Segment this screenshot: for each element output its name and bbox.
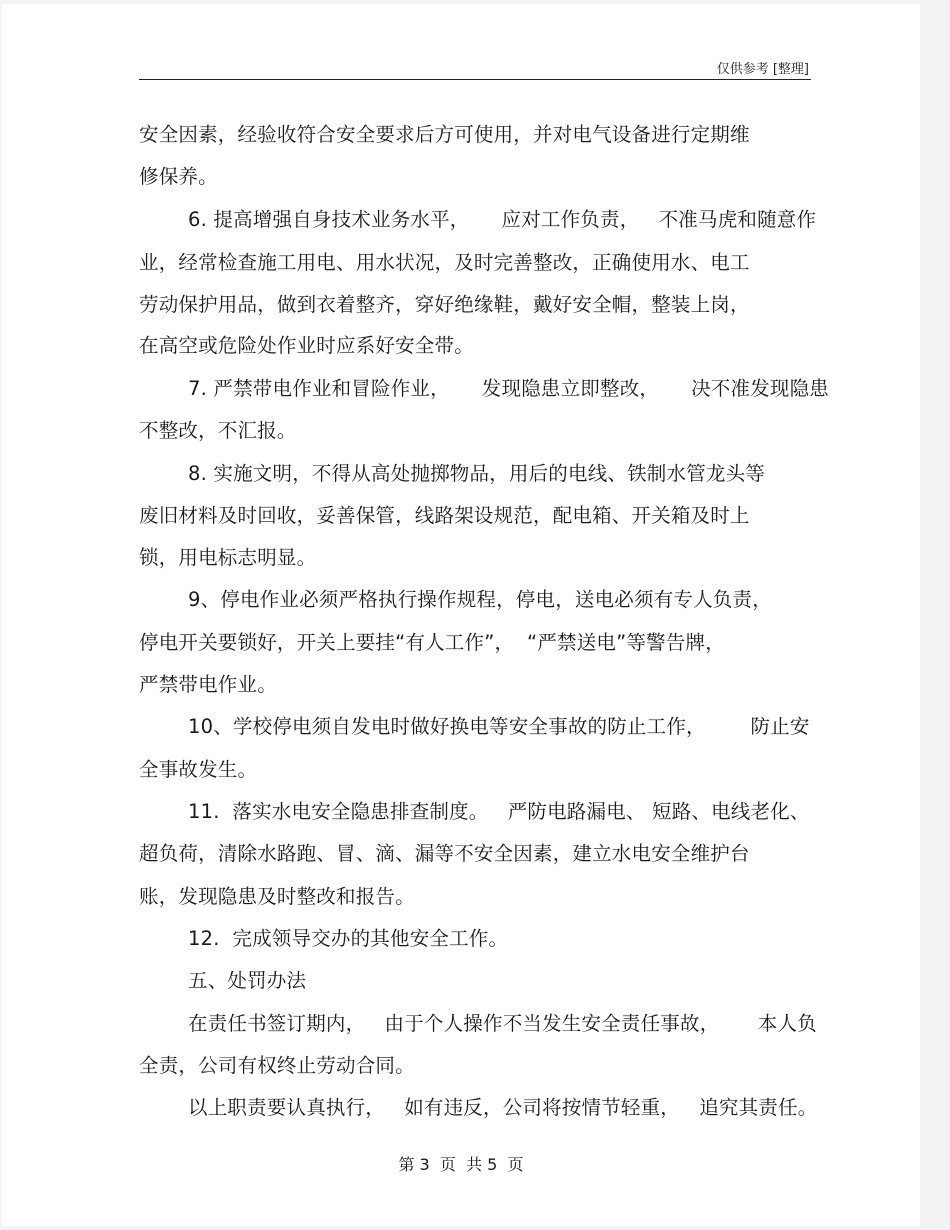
text-line: 全责，公司有权终止劳动合同。	[139, 1054, 415, 1077]
page-number-footer: 第 3 页 共 5 页	[398, 1155, 524, 1174]
header-label: 仅供参考 [整理]	[716, 62, 809, 77]
text-line: 9、停电作业必须严格执行操作规程，停电，送电必须有专人负责，	[188, 588, 772, 611]
text-line: 12. 完成领导交办的其他安全工作。	[188, 927, 509, 950]
text-line: 账，发现隐患及时整改和报告。	[139, 885, 415, 908]
text-line: 全事故发生。	[139, 758, 258, 781]
text-line: 修保养。	[139, 165, 218, 188]
section-heading: 五、处罚办法	[188, 969, 307, 992]
text-line: 安全因素，经验收符合安全要求后方可使用，并对电气设备进行定期维	[139, 123, 750, 146]
text-line: 锁，用电标志明显。	[139, 546, 317, 569]
text-line: 在责任书签订期内， 由于个人操作不当发生安全责任事故， 本人负	[188, 1012, 817, 1035]
text-line: 超负荷，清除水路跑、冒、滴、漏等不安全因素，建立水电安全维护台	[139, 842, 750, 865]
text-line: 废旧材料及时回收，妥善保管，线路架设规范，配电箱、开关箱及时上	[139, 504, 750, 527]
text-line: 业，经常检查施工用电、用水状况，及时完善整改，正确使用水、电工	[139, 251, 750, 274]
text-line: 在高空或危险处作业时应系好安全带。	[139, 334, 474, 357]
document-page	[2, 4, 920, 1226]
header-divider	[139, 79, 811, 80]
text-line: 严禁带电作业。	[139, 673, 277, 696]
text-line: 6. 提高增强自身技术业务水平， 应对工作负责， 不准马虎和随意作	[188, 208, 817, 231]
text-line: 以上职责要认真执行， 如有违反，公司将按情节轻重， 追究其责任。	[188, 1096, 818, 1119]
text-line: 10、学校停电须自发电时做好换电等安全事故的防止工作， 防止安	[188, 715, 810, 738]
text-line: 劳动保护用品，做到衣着整齐，穿好绝缘鞋，戴好安全帽，整装上岗，	[139, 293, 750, 316]
text-line: 11. 落实水电安全隐患排查制度。 严防电路漏电、 短路、电线老化、	[188, 800, 810, 823]
text-line: 7. 严禁带电作业和冒险作业， 发现隐患立即整改， 决不准发现隐患	[188, 377, 829, 400]
text-line: 8. 实施文明，不得从高处抛掷物品，用后的电线、铁制水管龙头等	[188, 462, 766, 485]
text-line: 停电开关要锁好，开关上要挂“有人工作”， “严禁送电”等警告牌，	[139, 631, 725, 654]
text-line: 不整改，不汇报。	[139, 419, 297, 442]
